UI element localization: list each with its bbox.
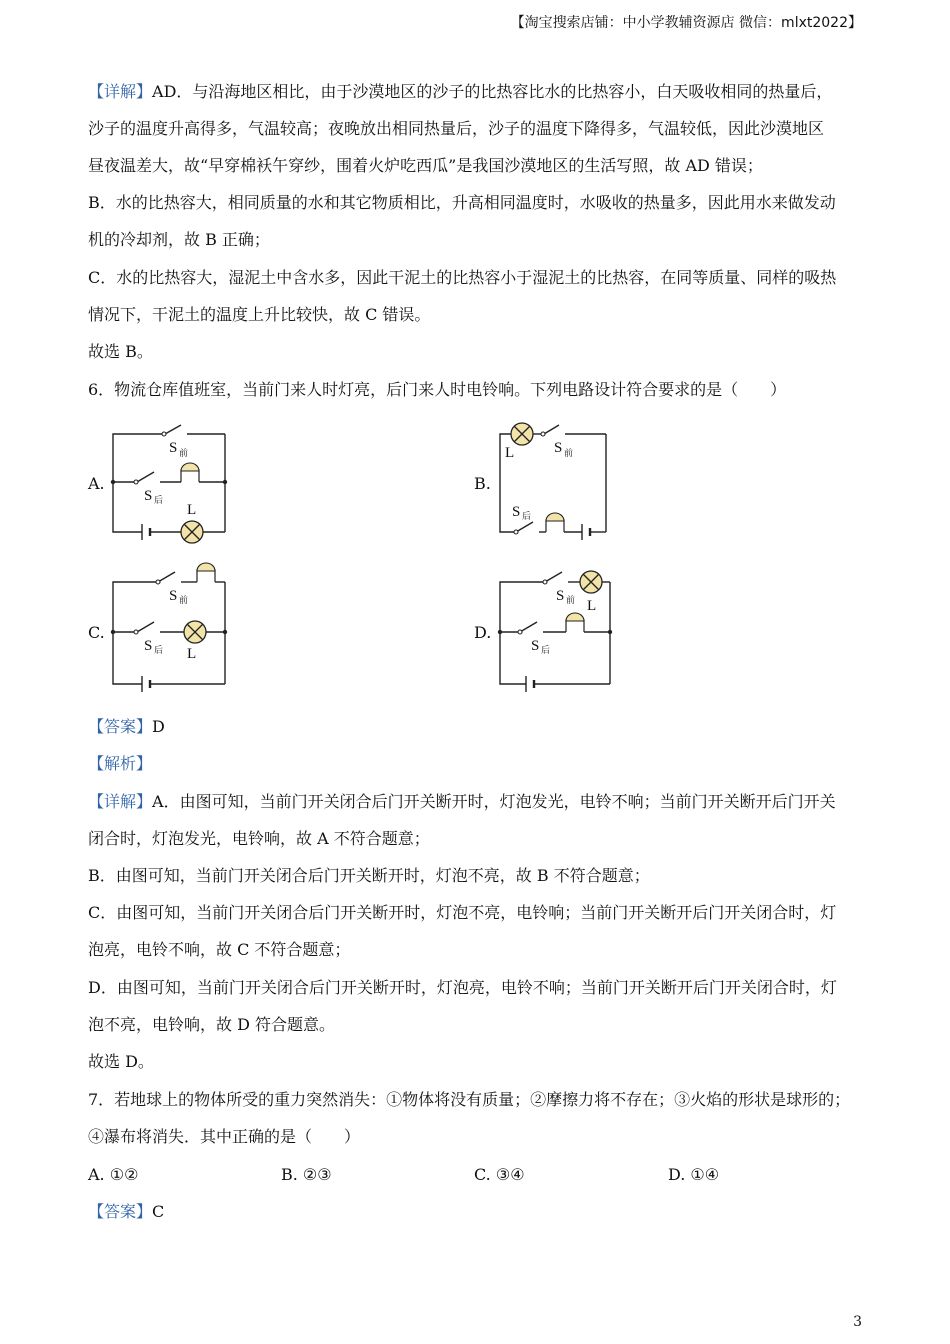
sub-back-b: 后 [522, 511, 532, 521]
q6-stem: 6．物流仓库值班室，当前门来人时灯亮，后门来人时电铃响。下列电路设计符合要求的是（ ） [88, 380, 787, 399]
q7-option-d: D. ①④ [668, 1165, 720, 1184]
sub-front-b: 前 [564, 448, 574, 458]
answer-tag: 【答案】 [88, 717, 153, 736]
label-s-back-d: S [531, 638, 540, 654]
sub-back-a: 后 [154, 495, 164, 505]
detail-tag-q6: 【详解】 [88, 792, 153, 811]
q6-a-text: A．由图可知，当前门开关闭合后门开关断开时，灯泡发光，电铃不响；当前门开关断开后门开关 [152, 792, 836, 811]
option-d-label: D. [474, 623, 492, 642]
q6-analysis-tag: 【解析】 [88, 754, 153, 773]
q6-detail-a-line2: 闭合时，灯泡发光，电铃响，故 A 不符合题意； [88, 829, 430, 848]
sub-back-d: 后 [541, 645, 551, 655]
q6-detail-d-line2: 泡不亮，电铃响，故 D 符合题意。 [88, 1015, 336, 1034]
option-c-label: C. [88, 623, 105, 642]
q7-option-b: B. ②③ [281, 1165, 332, 1184]
label-s-front-c: S [169, 588, 178, 604]
label-s-front-a: S [169, 440, 178, 456]
prev-b-line2: 机的冷却剂，故 B 正确； [88, 230, 270, 249]
label-s-front-b: S [554, 440, 563, 456]
option-b-label: B. [474, 474, 491, 493]
option-a-label: A. [88, 474, 105, 493]
q6-conclusion: 故选 D。 [88, 1052, 154, 1071]
q6-answer-value: D [152, 717, 165, 736]
prev-c-line1: C．水的比热容大，湿泥土中含水多，因此干泥土的比热容小于湿泥土的比热容，在同等质量、同样的吸热 [88, 268, 837, 287]
prev-ad-line3: 昼夜温差大，故“早穿棉袄午穿纱，围着火炉吃西瓜”是我国沙漠地区的生活写照，故 AD 错误； [88, 156, 763, 175]
sub-back-c: 后 [154, 645, 164, 655]
label-s-back-c: S [144, 638, 153, 654]
q7-answer [88, 1202, 164, 1222]
label-s-front-d: S [556, 588, 565, 604]
q6-detail-c-line2: 泡亮，电铃不响，故 C 不符合题意； [88, 940, 351, 959]
sub-front-c: 前 [179, 595, 189, 605]
label-l-d: L [587, 598, 597, 614]
sub-front-a: 前 [179, 448, 189, 458]
q6-detail-b-line: B．由图可知，当前门开关闭合后门开关断开时，灯泡不亮，故 B 不符合题意； [88, 866, 650, 885]
detail-tag: 【详解】 [88, 82, 153, 101]
q6-detail-d-line1: D．由图可知，当前门开关闭合后门开关断开时，灯泡亮，电铃不响；当前门开关断开后门开关闭合时，灯 [88, 978, 837, 997]
q6-detail-a-line1 [88, 792, 836, 812]
sub-front-d: 前 [566, 595, 576, 605]
label-s-back-a: S [144, 488, 153, 504]
answer-tag-q7: 【答案】 [88, 1202, 153, 1221]
q7-option-c: C. ③④ [474, 1165, 525, 1184]
label-l-b: L [505, 445, 515, 461]
prev-c-line2: 情况下，干泥土的温度上升比较快，故 C 错误。 [88, 305, 431, 324]
prev-ad-text: AD．与沿海地区相比，由于沙漠地区的沙子的比热容比水的比热容小，白天吸收相同的热量后， [152, 82, 833, 101]
q7-stem-line2: ④瀑布将消失．其中正确的是（ ） [88, 1127, 361, 1146]
prev-b-line1: B．水的比热容大，相同质量的水和其它物质相比，升高相同温度时，水吸收的热量多，因此用水来做发动 [88, 193, 836, 212]
label-l-a: L [187, 502, 197, 518]
q6-detail-c-line1: C．由图可知，当前门开关闭合后门开关断开时，灯泡不亮，电铃响；当前门开关断开后门开关闭合时，灯 [88, 903, 837, 922]
q6-answer [88, 717, 165, 737]
prev-ad-line2: 沙子的温度升高得多，气温较高；夜晚放出相同热量后，沙子的温度下降得多，气温较低，因此沙漠地区 [88, 119, 825, 138]
label-s-back-b: S [512, 504, 521, 520]
label-l-c: L [187, 646, 197, 662]
q7-stem-line1: 7．若地球上的物体所受的重力突然消失：①物体将没有质量；②摩擦力将不存在；③火焰的形状是球形的； [88, 1090, 851, 1109]
q7-option-a: A. ①② [88, 1165, 139, 1184]
page-number: 3 [853, 1314, 862, 1330]
page-header: 【淘宝搜索店铺：中小学教辅资源店 微信：mlxt2022】 [510, 15, 862, 31]
prev-conclusion: 故选 B。 [88, 342, 153, 361]
q7-answer-value: C [152, 1202, 165, 1221]
